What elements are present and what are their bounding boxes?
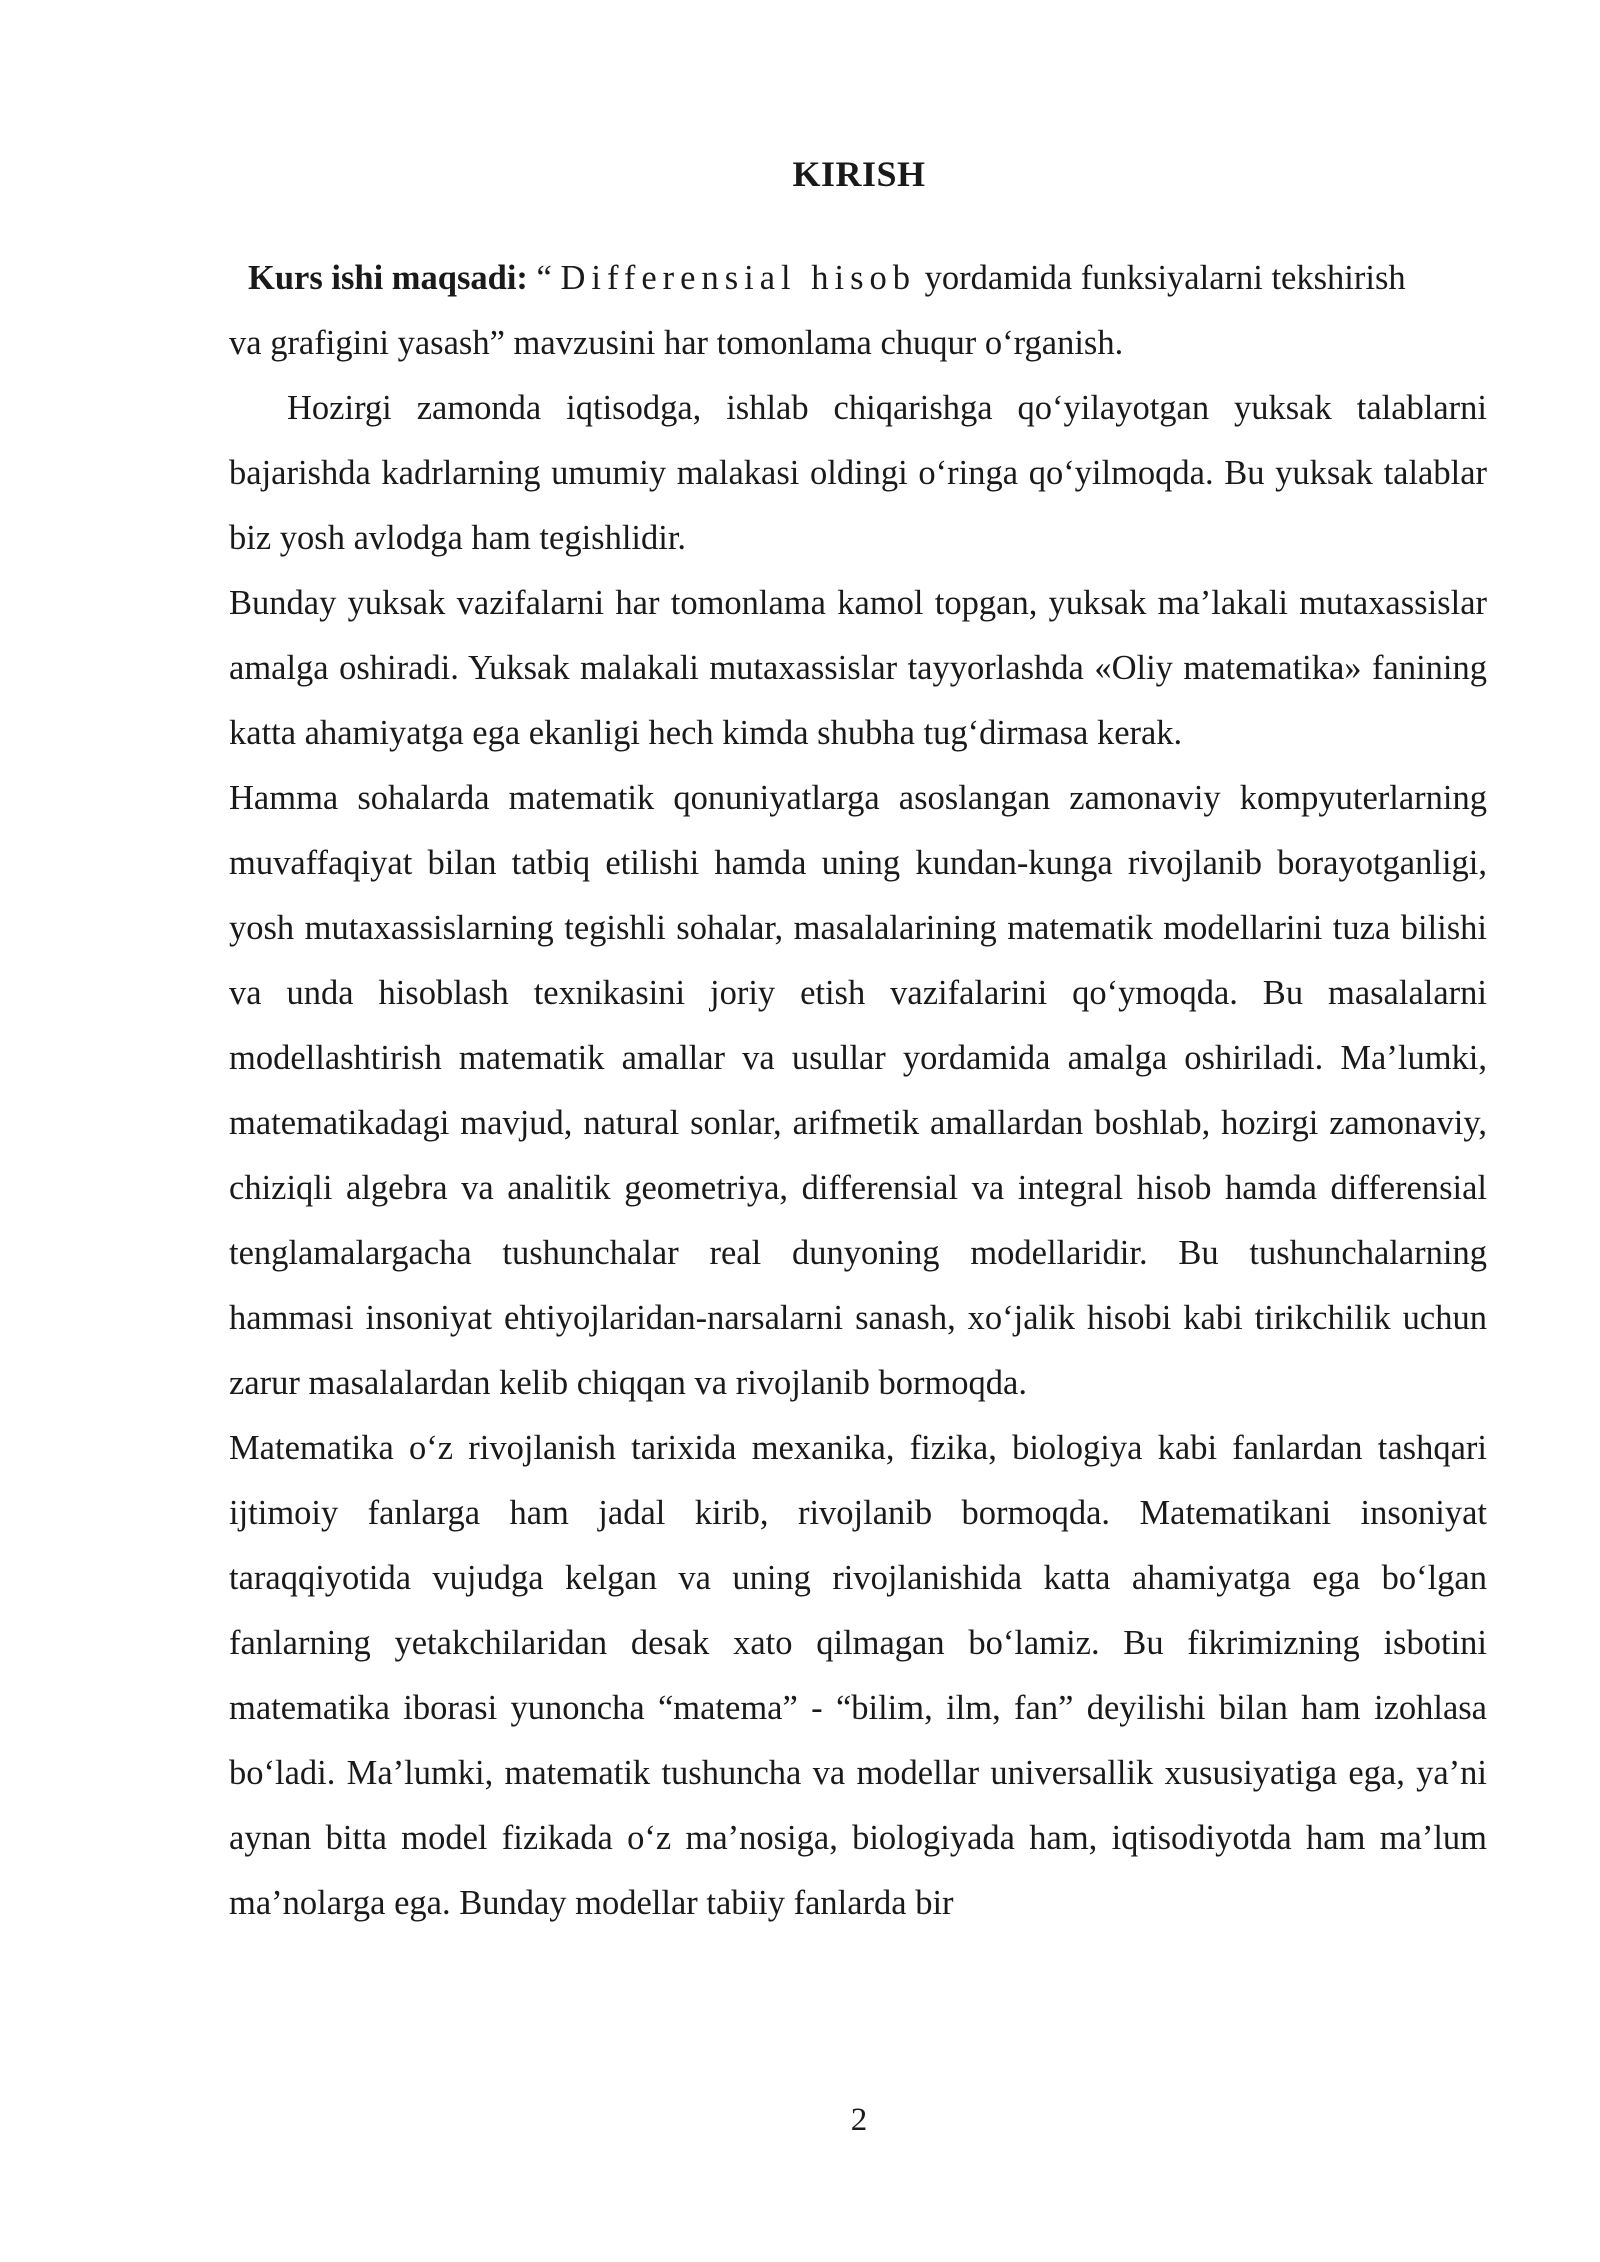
course-goal-second-line: va grafigini yasash” mavzusini har tomonlama chuqur o‘rganish.: [229, 324, 1124, 362]
paragraph-4: Matematika o‘z rivojlanish tarixida mexanika, fizika, biologiya kabi fanlardan tashqari ijtimoiy fanlarga ham jadal kirib, rivojlanib bormoqda. Matematikani insoniyat taraqqiyotida vujudga kelgan va uning rivojlanishida katta ahamiyatga ega bo‘lgan fanlarning yetakchilaridan desak xato qilmagan bo‘lamiz. Bu fikrimizning isbotini matematika iborasi yunoncha “matema” - “bilim, ilm, fan” deyilishi bilan ham izohlasa bo‘ladi. Ma’lumki, matematik tushuncha va modellar universallik xususiyatiga ega, ya’ni aynan bitta model fizikada o‘z ma’nosiga, biologiyada ham, iqtisodiyotda ham ma’lum ma’nolarga ega. Bunday modellar tabiiy fanlarda bir: [229, 1429, 1487, 1922]
course-goal-topic: Differensial hisob: [560, 259, 917, 297]
page-heading: KIRISH: [792, 154, 926, 194]
course-goal-rest: yordamida funksiyalarni tekshirish: [916, 259, 1406, 297]
course-goal-label: Kurs ishi maqsadi:: [248, 259, 528, 297]
paragraph-3: Hamma sohalarda matematik qonuniyatlarga asoslangan zamonaviy kompyuterlarning muvaffaqiyat bilan tatbiq etilishi hamda uning kundan-kunga rivojlanib borayotganligi, yosh mutaxassislarning tegishli sohalar, masalalarining matematik modellarini tuza bilishi va unda hisoblash texnikasini joriy etish vazifalarini qo‘ymoqda. Bu masalalarni modellashtirish matematik amallar va usullar yordamida amalga oshiriladi. Ma’lumki, matematikadagi mavjud, natural sonlar, arifmetik amallardan boshlab, hozirgi zamonaviy, chiziqli algebra va analitik geometriya, differensial va integral hisob hamda differensial tenglamalargacha tushunchalar real dunyoning modellaridir. Bu tushunchalarning hammasi insoniyat ehtiyojlaridan-narsalarni sanash, xo‘jalik hisobi kabi tirikchilik uchun zarur masalalardan kelib chiqqan va rivojlanib bormoqda.: [229, 779, 1487, 1402]
course-goal-first-line: [229, 246, 1487, 311]
course-goal-paragraph: [229, 246, 1487, 376]
paragraph-2: Bunday yuksak vazifalarni har tomonlama kamol topgan, yuksak ma’lakali mutaxassislar amalga oshiradi. Yuksak malakali mutaxassislar tayyorlashda «Oliy matematika» fanining katta ahamiyatga ega ekanligi hech kimda shubha tug‘dirmasa kerak.: [229, 584, 1487, 752]
paragraph-1: Hozirgi zamonda iqtisodga, ishlab chiqarishga qo‘yilayotgan yuksak talablarni bajarishda kadrlarning umumiy malakasi oldingi o‘ringa qo‘yilmoqda. Bu yuksak talablar biz yosh avlodga ham tegishlidir.: [229, 389, 1487, 557]
body-text: [229, 246, 1487, 1936]
course-goal-quote-open: “: [527, 259, 561, 297]
page-number: 2: [850, 2102, 868, 2138]
